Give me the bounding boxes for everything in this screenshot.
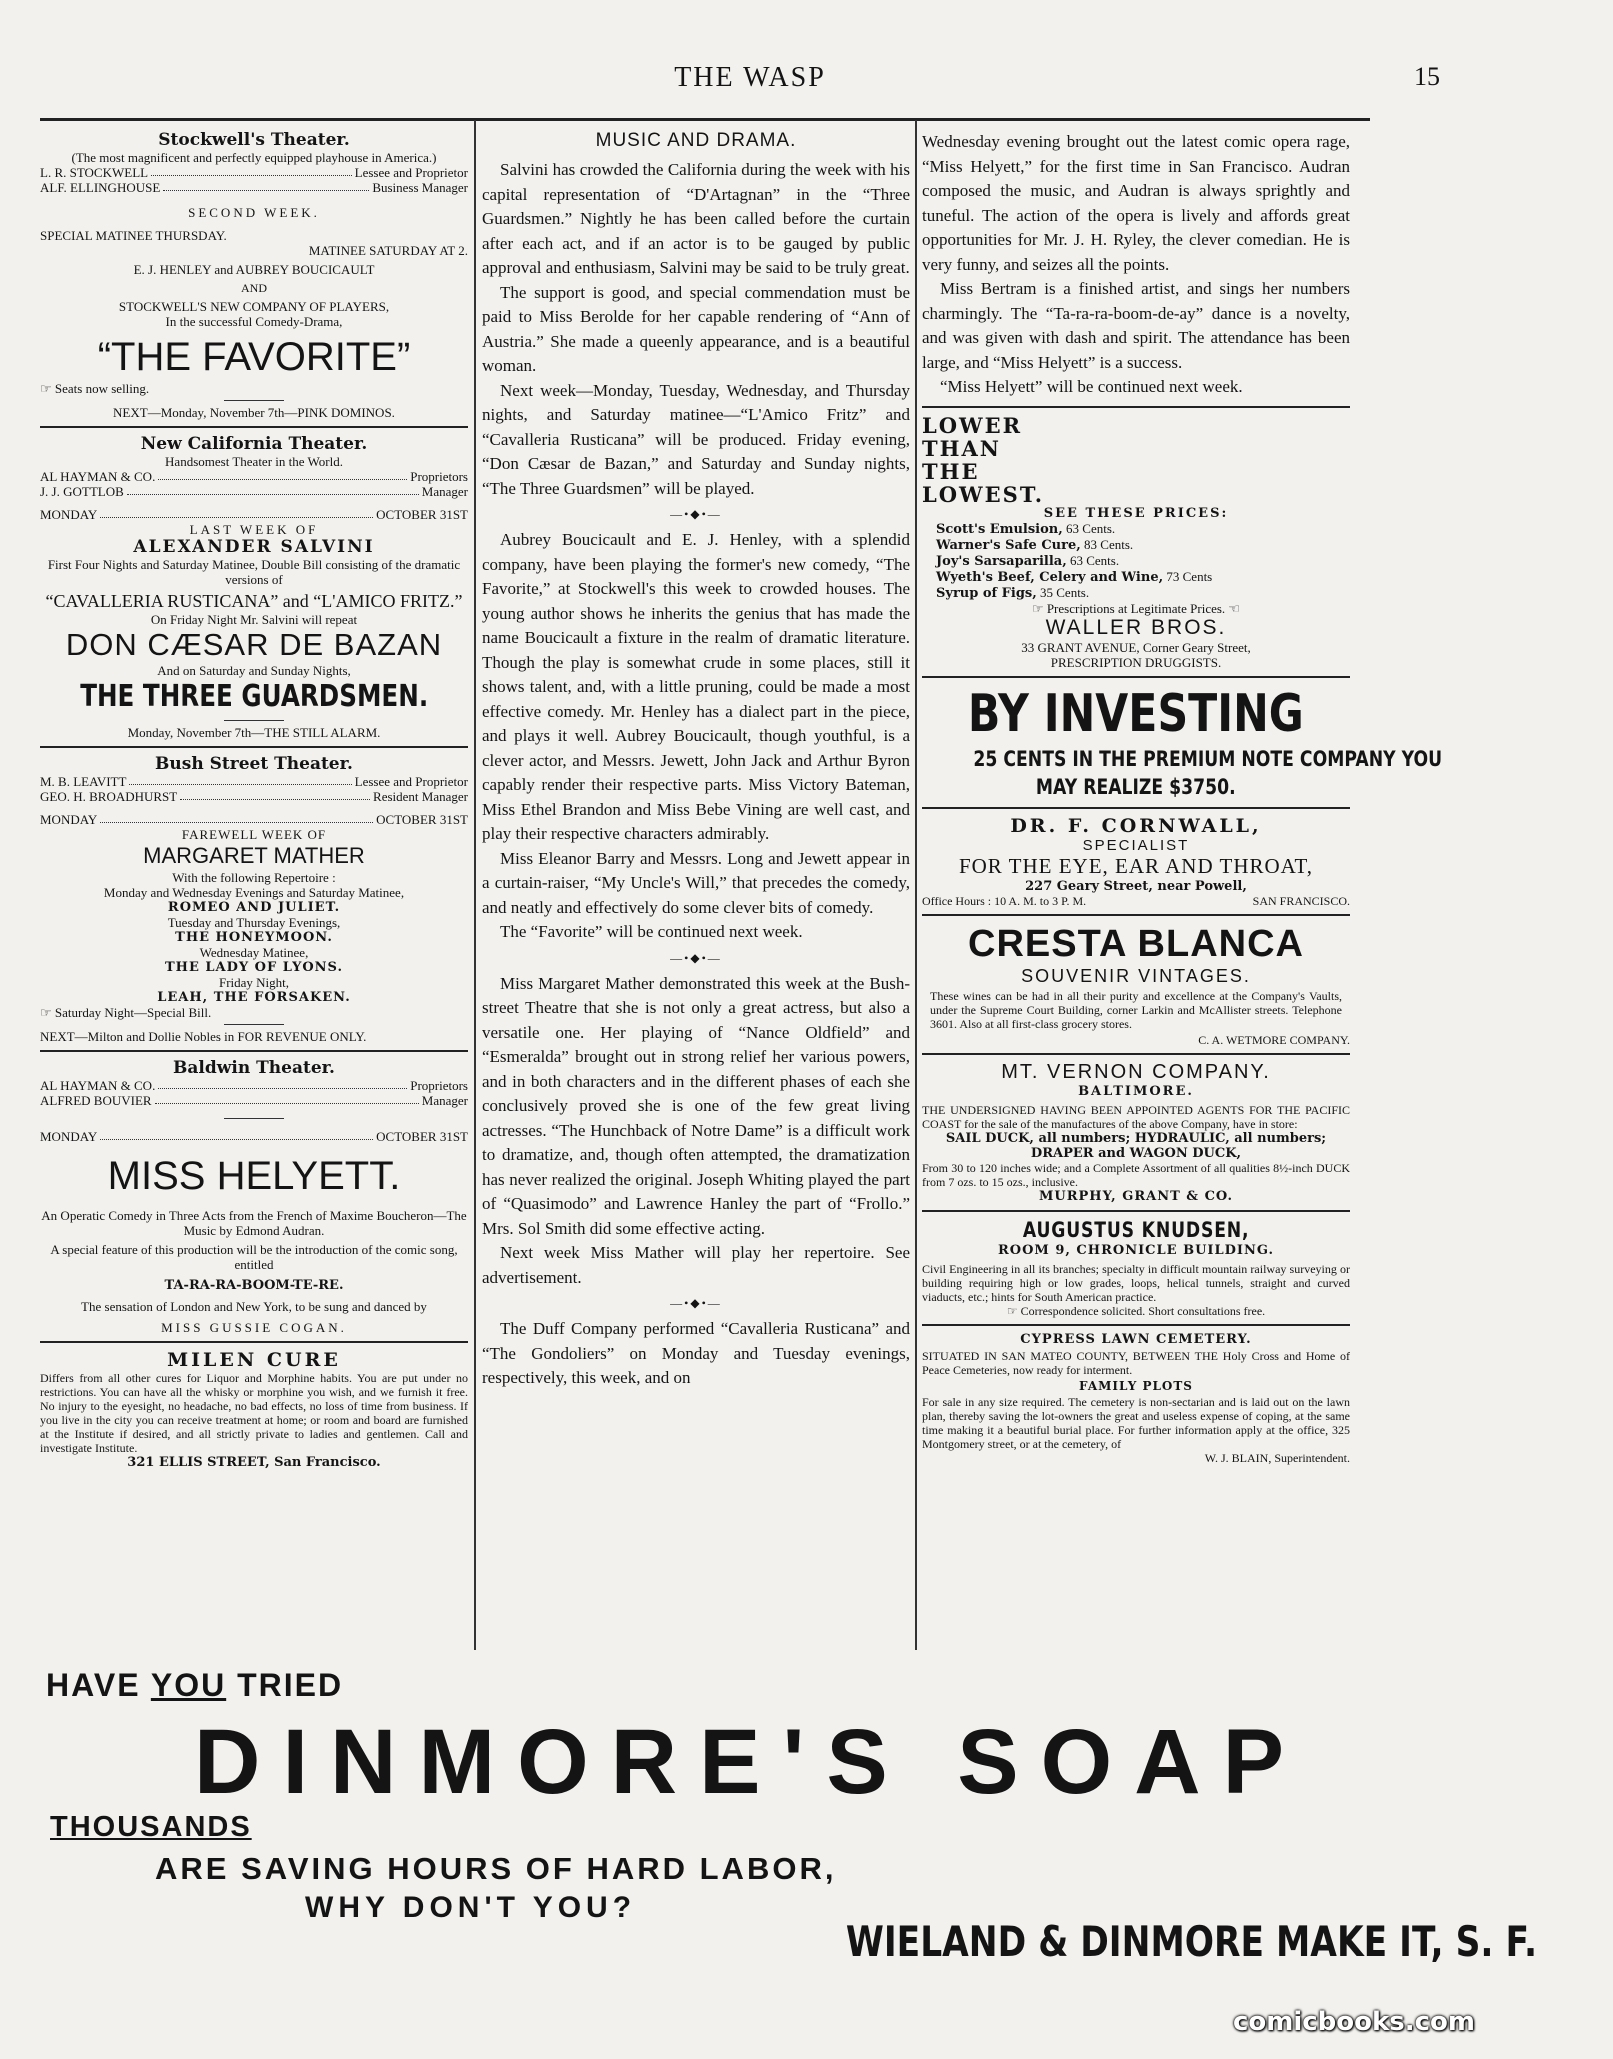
bush-title: Bush Street Theater. [155,754,353,774]
music-drama-heading: MUSIC AND DRAMA. [595,130,797,151]
rep-line: Friday Night, [218,975,290,990]
item-name: Joy's Sarsaparilla, [936,553,1067,569]
milen-ad [40,1349,468,1470]
ornament-divider: —•◆•— [670,507,722,521]
song-title: TA-RA-RA-BOOM-TE-RE. [164,1278,344,1293]
staff-name: GEO. H. BROADHURST [40,789,178,804]
cornwall-specialist: SPECIALIST [1082,836,1190,854]
headline-line: THAN [922,435,1001,461]
show-title: MISS HELYETT. [107,1154,401,1198]
staff-name: AL HAYMAN & CO. [40,1078,156,1093]
baldwin-title: Baldwin Theater. [173,1058,335,1078]
star-name: ALEXANDER SALVINI [133,537,375,557]
singer-name: MISS GUSSIE COGAN. [161,1320,347,1335]
cornwall-specialty: FOR THE EYE, EAR AND THROAT, [958,853,1314,878]
headline-line: LOWER [922,412,1023,438]
farewell-week: FAREWELL WEEK OF [181,827,327,842]
stockwell-ad [40,130,468,420]
vernon-products: SAIL DUCK, all numbers; HYDRAULIC, all numbers; DRAPER and WAGON DUCK, [945,1130,1327,1161]
cornwall-ad [922,815,1350,908]
staff-role: Proprietors [410,469,468,484]
page-number: 15 [1414,62,1440,91]
weekend-note: And on Saturday and Sunday Nights, [157,663,351,678]
day-label: MONDAY [40,1129,98,1144]
item-name: Warner's Safe Cure, [936,537,1081,553]
investing-ad [922,683,1443,801]
rep-line: Tuesday and Thursday Evenings, [167,915,341,930]
date-label: OCTOBER 31ST [376,507,468,522]
column-1 [40,130,468,1650]
day-label: MONDAY [40,812,98,827]
don-caesar: DON CÆSAR DE BAZAN [65,627,443,662]
vernon-agents: MURPHY, GRANT & CO. [1038,1188,1234,1204]
cornwall-address: 227 Geary Street, near Powell, [1025,878,1247,894]
staff-name: ALF. ELLINGHOUSE [40,180,161,195]
waller-ad [922,414,1350,670]
staff-name: M. B. LEAVITT [40,774,127,789]
soap-saving: ARE SAVING HOURS OF HARD LABOR, [155,1851,837,1886]
article-paragraph: Salvini has crowded the California during the week with his capital representation of “D'Artagnan” in the “Three Guardsmen.” Nightly he has been called before the curtain after each act, and if an actor is to be gauged by public approval and enthusiasm, Salvini may be said to be truly great. [482,160,910,277]
item-price: 63 Cents. [1066,520,1116,536]
staff-row [40,1078,468,1093]
cypress-superintendent: W. J. BLAIN, Superintendent. [1204,1450,1350,1465]
vernon-body: THE UNDERSIGNED HAVING BEEN APPOINTED AGENTS FOR THE PACIFIC COAST for the sale of the manufactures of the above Company, have in store: [922,1102,1350,1131]
site-watermark: comicbooks.com [1232,2007,1475,2037]
section-divider [40,426,468,428]
cypress-ad [922,1332,1350,1465]
soap-question-emphasis: YOU [150,1667,227,1703]
prices-label: SEE THESE PRICES: [1043,505,1229,521]
prescriptions-note: ☞ Prescriptions at Legitimate Prices. ☜ [1031,600,1241,616]
staff-row [40,789,468,804]
soap-question-part: HAVE [46,1667,151,1703]
stockwell-subtitle: (The most magnificent and perfectly equipped playhouse in America.) [71,150,437,165]
cypress-body: SITUATED IN SAN MATEO COUNTY, BETWEEN THE Holy Cross and Home of Peace Cemeteries, now ready for interment. [922,1348,1350,1377]
staff-row [40,469,468,484]
staff-role: Lessee and Proprietor [354,774,468,789]
play-title: “THE FAVORITE” [97,335,411,379]
waller-address: 33 GRANT AVENUE, Corner Geary Street, [1021,639,1251,655]
run-week: SECOND WEEK. [188,205,320,220]
staff-name: ALFRED BOUVIER [40,1093,152,1108]
price-item [936,585,1350,601]
soap-maker: WIELAND & DINMORE MAKE IT, S. F. [845,1917,1538,1966]
soap-brand: DINMORE'S SOAP [194,1711,1306,1813]
cornwall-name: DR. F. CORNWALL, [1010,814,1262,837]
milen-address: 321 ELLIS STREET, San Francisco. [127,1455,381,1470]
date-row [40,1129,468,1144]
article-paragraph: “Miss Helyett” will be continued next week. [940,377,1243,396]
article-paragraph: Miss Margaret Mather demonstrated this week at the Bush-street Theatre that she is not only a great actress, but also a versatile one. Her playing of “Nance Oldfield” and “Esmeralda” brought out in strong relief her various powers, and in both characters and in the different phases of each she conclusively proved she is one of the few great living actresses. “The Hunchback of Notre Dame” is a difficult work to dramatize, and, though often attempted, the dramatization has never realized the original. Joseph Whiting played the part of “Quasimodo” and Lawrence Hanley the part of “Frollo.” Mrs. Sol Smith did some effective acting. [482,973,910,1238]
office-city: SAN FRANCISCO. [1252,893,1350,908]
section-divider [922,406,1350,408]
staff-row [40,180,468,195]
rep-play: THE LADY OF LYONS. [164,960,344,975]
price-item [936,521,1350,537]
item-price: 83 Cents. [1084,536,1134,552]
last-week: LAST WEEK OF [189,522,319,537]
staff-role: Manager [421,484,468,499]
date-row [40,812,468,827]
knudsen-room: ROOM 9, CHRONICLE BUILDING. [997,1242,1275,1258]
vernon-ad [922,1061,1350,1204]
milen-body: Differs from all other cures for Liquor and Morphine habits. You are put under no restrictions. You can have all the whisky or morphine you wish, and we furnish it free. No injury to the eyesight, no headache, no bad effects, no loss of time from business. If you live in the city you can receive treatment at home; or room and board are furnished at the Institute if desired, and all strictly private to ladies and gentlemen. Call and investigate Institute. [40,1371,468,1455]
cresta-ad [922,922,1350,1047]
waller-druggists: PRESCRIPTION DRUGGISTS. [1050,654,1222,670]
knudsen-name: AUGUSTUS KNUDSEN, [1022,1217,1250,1242]
item-name: Wyeth's Beef, Celery and Wine, [936,569,1164,585]
headline-line: LOWEST. [922,481,1045,507]
column-2 [482,130,910,1650]
rep-play: THE HONEYMOON. [175,930,333,945]
column-divider-1 [474,120,476,1650]
staff-name: AL HAYMAN & CO. [40,469,156,484]
section-divider [40,1050,468,1052]
rep-play: LEAH, THE FORSAKEN. [157,990,351,1005]
article-paragraph: Wednesday evening brought out the latest comic opera rage, “Miss Helyett,” for the first time in San Francisco. Audran composed the music, and Audran is always sprightly and tuneful. The action of the opera is lively and affords great opportunities for Mr. J. H. Ryley, the clever comedian. He is very funny, and seizes all the points. [922,132,1350,274]
milen-title: MILEN CURE [167,1349,341,1371]
date-label: OCTOBER 31ST [376,812,468,827]
day-label: MONDAY [40,507,98,522]
investing-line: 25 CENTS IN THE PREMIUM NOTE COMPANY YOU [973,746,1443,771]
california-subtitle: Handsomest Theater in the World. [165,454,343,469]
soap-question [46,1667,343,1704]
section-divider [922,1210,1350,1212]
staff-row [40,484,468,499]
cypress-details: For sale in any size required. The cemetery is non-sectarian and is laid out on the lawn plan, thereby saving the lot-owners the great and useless expense of coping, at the same time making it a beautiful burial place. For further information apply at the office, 325 Montgomery street, or at the cemetery, of [922,1394,1350,1451]
company-name: STOCKWELL'S NEW COMPANY OF PLAYERS, [118,299,390,314]
vernon-title: MT. VERNON COMPANY. [1001,1060,1271,1083]
friday-note: On Friday Night Mr. Salvini will repeat [150,612,358,627]
section-divider [40,746,468,748]
price-item [936,537,1350,553]
waller-headline [922,414,1350,506]
three-guardsmen: THE THREE GUARDSMEN. [80,679,428,714]
price-item [936,569,1350,585]
waller-name: WALLER BROS. [1045,615,1227,639]
cresta-title: CRESTA BLANCA [968,922,1304,965]
saturday-note: ☞ Saturday Night—Special Bill. [40,1005,212,1020]
article-paragraph: The support is good, and special commendation must be paid to Miss Berolde for her capable rendering of “Ann of Austria.” She made a queenly appearance, and is a beautiful woman. [482,282,910,375]
investing-title: BY INVESTING [968,683,1304,744]
next-show: Monday, November 7th—THE STILL ALARM. [127,725,381,740]
vernon-sizes: From 30 to 120 inches wide; and a Complete Assortment of all qualities 8½-inch DUCK from 7 ozs. to 15 ozs., inclusive. [922,1160,1350,1189]
section-divider [922,676,1350,678]
price-item [936,553,1350,569]
staff-name: L. R. STOCKWELL [40,165,149,180]
soap-thousands: THOUSANDS [50,1811,252,1843]
comedy-drama: In the successful Comedy-Drama, [165,314,343,329]
section-divider [922,1053,1350,1055]
star-name: MARGARET MATHER [143,843,365,868]
item-price: 73 Cents [1166,568,1213,584]
repertoire-label: With the following Repertoire : [172,870,336,885]
show-desc: An Operatic Comedy in Three Acts from the French of Maxime Boucheron—The Music by Edmond Audran. [41,1208,467,1238]
special-matinee: SPECIAL MATINEE THURSDAY. [40,228,227,243]
office-hours: Office Hours : 10 A. M. to 3 P. M. [922,893,1087,908]
section-divider [922,807,1350,809]
ornament-divider: —•◆•— [670,950,722,965]
next-show: NEXT—Milton and Dollie Nobles in FOR REVENUE ONLY. [40,1029,367,1044]
knudsen-ad [922,1218,1350,1318]
rep-play: ROMEO AND JULIET. [167,900,341,915]
cypress-plots: FAMILY PLOTS [1079,1378,1193,1393]
price-list [922,521,1350,601]
saturday-matinee: MATINEE SATURDAY AT 2. [308,243,468,258]
show-feature: A special feature of this production will be the introduction of the comic song, entitled [50,1242,458,1272]
item-name: Scott's Emulsion, [936,521,1063,537]
article-paragraph: The Duff Company performed “Cavalleria Rusticana” and “The Gondoliers” on Monday and Tuesday evenings, respectively, this week, and on [482,1319,910,1387]
item-price: 35 Cents. [1040,584,1090,600]
item-name: Syrup of Figs, [936,585,1037,601]
masthead-title: THE WASP [674,62,826,93]
vernon-city: BALTIMORE. [1078,1083,1194,1099]
double-bill: “CAVALLERIA RUSTICANA” and “L'AMICO FRITZ.” [45,591,463,611]
article-paragraph: The “Favorite” will be continued next week. [500,922,803,941]
cypress-title: CYPRESS LAWN CEMETERY. [1020,1331,1252,1347]
stockwell-title: Stockwell's Theater. [158,130,350,150]
date-row [40,507,468,522]
staff-role: Proprietors [410,1078,468,1093]
california-title: New California Theater. [140,434,368,454]
rep-line: Monday and Wednesday Evenings and Saturday Matinee, [103,885,405,900]
soap-why: WHY DON'T YOU? [305,1891,637,1924]
knudsen-note: ☞ Correspondence solicited. Short consultations free. [1006,1303,1266,1318]
california-ad [40,434,468,740]
section-divider [40,1341,468,1343]
staff-role: Business Manager [372,180,468,195]
column-divider-2 [915,120,917,1650]
article-paragraph: Next week—Monday, Tuesday, Wednesday, and Thursday nights, and Saturday matinee—“L'Amico Fritz” and “Cavalleria Rusticana” will be produced. Friday evening, “Don Cæsar de Bazan,” and Saturday and Sunday nights, “The Three Guardsmen” will be played. [482,380,910,498]
ornament-divider: —•◆•— [670,1296,722,1310]
article-paragraph: Miss Bertram is a finished artist, and sings her numbers charmingly. The “Ta-ra-ra-boom-de-ay” dance is a novelty, and was given with dash and spirit. The attendance has been large, and “Miss Helyett” is a success. [922,279,1350,372]
lead-actors: E. J. HENLEY and AUBREY BOUCICAULT [133,262,375,277]
staff-role: Resident Manager [373,789,468,804]
section-divider [922,1324,1350,1326]
column-3 [922,130,1443,1650]
investing-line: MAY REALIZE $3750. [1036,774,1236,799]
soap-question-part: TRIED [226,1667,344,1703]
article-paragraph: Next week Miss Mather will play her repertoire. See advertisement. [482,1243,910,1287]
staff-name: J. J. GOTTLOB [40,484,124,499]
cresta-agent: C. A. WETMORE COMPANY. [1198,1032,1350,1047]
knudsen-body: Civil Engineering in all its branches; specialty in difficult mountain railway surveying or building requiring high or low grades, loops, helical tunnels, straight and curved viaducts, etc.; hints for South American practice. [922,1261,1350,1304]
item-price: 63 Cents. [1069,552,1120,568]
baldwin-ad [40,1058,468,1335]
headline-line: THE [922,458,980,484]
and-text: AND [241,281,267,295]
staff-role: Manager [421,1093,468,1108]
staff-role: Lessee and Proprietor [354,165,468,180]
dinmore-soap-ad [40,1655,1538,1995]
article-paragraph: Miss Eleanor Barry and Messrs. Long and Jewett appear in a curtain-raiser, “My Uncle's Will,” that precedes the comedy, and neatly and effectively do some clever bits of comedy. [482,848,910,917]
cresta-subtitle: SOUVENIR VINTAGES. [1021,965,1251,986]
header-rule [40,118,1370,121]
next-show: NEXT—Monday, November 7th—PINK DOMINOS. [113,405,395,420]
article-paragraph: Aubrey Boucicault and E. J. Henley, with a splendid company, have been playing the former's new comedy, “The Favorite,” at Stockwell's this week to crowded houses. The young author shows he inherits the genius that has made the name Boucicault a fixture in the realm of dramatic literature. Though the play is somewhat crude in some places, still it shows talent, and, with a little pruning, could be made a most effective comedy. Mr. Henley has a dialect part in the piece, and plays it well. Aubrey Boucicault, though youthful, is a clever actor, and Messrs. Jewett, John Jack and Arthur Byron capably render their respective parts. Miss Victory Bateman, Miss Ethel Brandon and Miss Bebe Vining are well cast, and play their respective characters admirably. [482,530,910,843]
sensation-note: The sensation of London and New York, to be sung and danced by [81,1299,427,1314]
first-four-nights: First Four Nights and Saturday Matinee, Double Bill consisting of the dramatic versions of [47,557,461,587]
bush-ad [40,754,468,1044]
section-divider [922,914,1350,916]
seats-note: ☞ Seats now selling. [40,381,150,396]
page-header [40,62,1460,102]
staff-row [40,165,468,180]
rep-line: Wednesday Matinee, [199,945,309,960]
staff-row [40,1093,468,1108]
cresta-body: These wines can be had in all their purity and excellence at the Company's Vaults, under the Supreme Court Building, corner Larkin and McAllister streets. Telephone 3601. Also at all first-class grocery stores. [930,988,1342,1031]
date-label: OCTOBER 31ST [376,1129,468,1144]
staff-row [40,774,468,789]
cornwall-hours-row [922,894,1350,908]
